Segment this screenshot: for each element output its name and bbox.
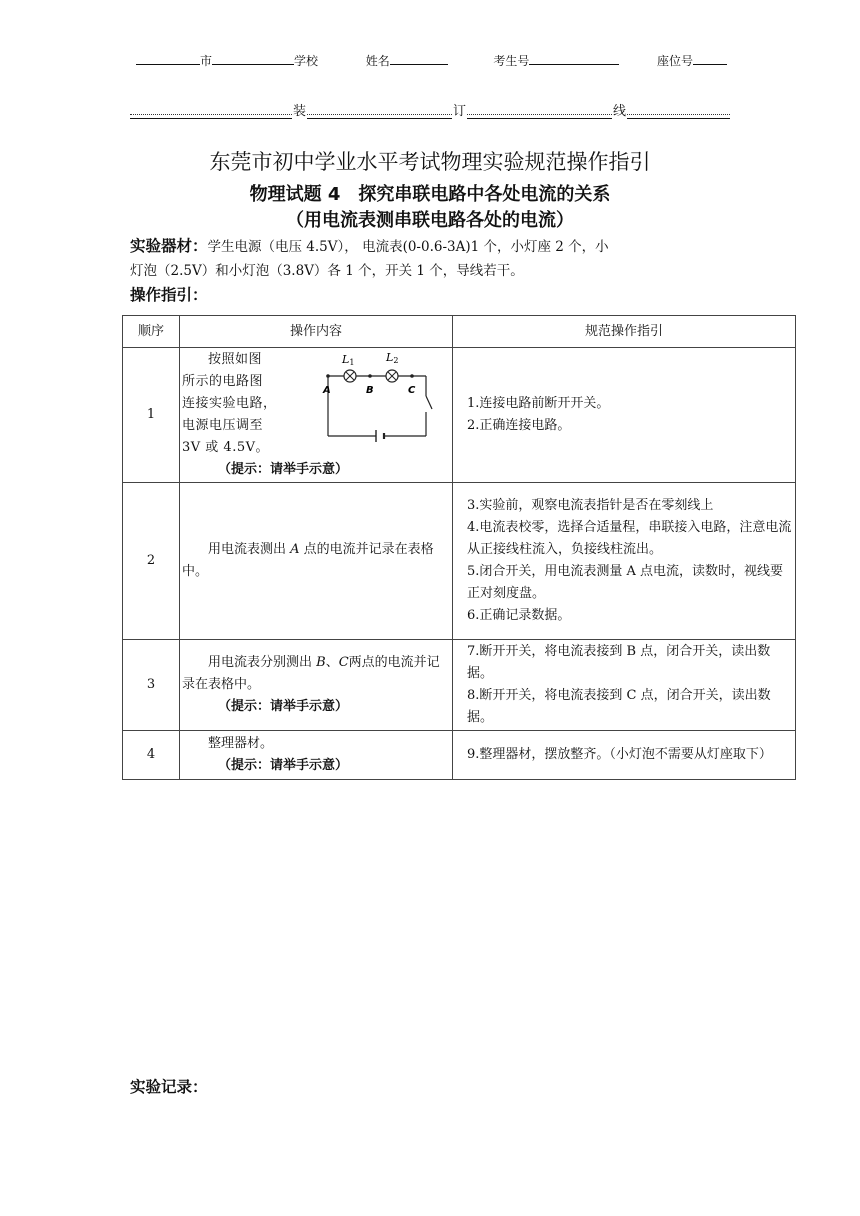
content-line: 3V 或 4.5V。: [182, 440, 269, 455]
row-content: [180, 640, 453, 731]
table-header-row: [123, 316, 796, 348]
name-blank[interactable]: [390, 52, 448, 65]
hint-text: （提示：请举手示意）: [218, 699, 349, 714]
seat-no-blank[interactable]: [693, 52, 727, 65]
row-content: [180, 731, 453, 780]
table-row: [123, 348, 796, 483]
city-label: 市: [200, 54, 213, 68]
table-row: [123, 483, 796, 640]
hint-text: （提示：请举手示意）: [218, 462, 349, 477]
school-label: 学校: [294, 54, 319, 68]
point-b-label: B: [366, 385, 374, 396]
content-text: 用电流表分别测出: [208, 655, 317, 670]
guide-step: 8.断开开关，将电流表接到 C 点，闭合开关，读出数据。: [467, 688, 771, 725]
content-line: 电源电压调至: [182, 418, 264, 433]
guide-step: 9.整理器材，摆放整齐。（小灯泡不需要从灯座取下）: [467, 747, 772, 762]
row-guide: [453, 483, 796, 640]
row-number: 4: [123, 731, 180, 780]
header-order: 顺序: [123, 316, 180, 348]
page-title: 东莞市初中学业水平考试物理实验规范操作指引: [209, 150, 651, 174]
content-line: 所示的电路图: [182, 374, 264, 389]
node-b: [368, 374, 372, 378]
switch-icon: [426, 396, 432, 409]
page-subtitle: 物理试题 4 探究串联电路中各处电流的关系: [249, 184, 611, 205]
name-label: 姓名: [365, 54, 390, 68]
lamp-2-label: L2: [386, 351, 399, 365]
table-row: [123, 640, 796, 731]
city-blank[interactable]: [136, 52, 200, 65]
equipment-paragraph: [130, 234, 740, 307]
guide-step: 1.连接电路前断开开关。: [467, 396, 610, 411]
guide-step: 6.正确记录数据。: [467, 608, 571, 623]
content-text: 用电流表测出: [208, 542, 291, 557]
content-line: 连接实验电路，: [182, 396, 277, 411]
content-point: C: [338, 655, 349, 670]
guide-step: 5.闭合开关，用电流表测量 A 点电流，读数时，视线要正对刻度盘。: [467, 564, 784, 601]
seat-no-label: 座位号: [657, 54, 694, 68]
table-row: [123, 731, 796, 780]
binding-char-3: 线: [612, 100, 627, 119]
record-label: 实验记录：: [130, 1078, 208, 1096]
lamp-1-label: L1: [342, 353, 355, 367]
point-c-label: C: [408, 385, 416, 396]
header-row: [136, 52, 727, 69]
content-text: 、: [325, 655, 339, 670]
row-number: 3: [123, 640, 180, 731]
row-content: [180, 348, 453, 483]
page-subtitle-paren: （用电流表测串联电路各处的电流）: [286, 210, 574, 231]
point-a-label: A: [323, 385, 331, 396]
equipment-line-2: 灯泡（2.5V）和小灯泡（3.8V）各 1 个，开关 1 个，导线若干。: [130, 263, 524, 279]
operation-table: [122, 315, 796, 780]
content-line: 按照如图: [208, 352, 263, 367]
binding-line: [130, 100, 730, 119]
binding-char-1: 装: [292, 100, 307, 119]
node-a: [326, 374, 330, 378]
content-point: A: [290, 542, 300, 557]
node-c: [410, 374, 414, 378]
guide-label: 操作指引：: [130, 286, 208, 304]
guide-step: 4.电流表校零，选择合适量程，串联接入电路，注意电流从正接线柱流入，负接线柱流出。: [467, 520, 792, 557]
row-number: 2: [123, 483, 180, 640]
circuit-diagram: [314, 350, 444, 446]
header-guide: 规范操作指引: [453, 316, 796, 348]
exam-no-label: 考生号: [493, 54, 530, 68]
row-guide: [453, 731, 796, 780]
exam-no-blank[interactable]: [529, 52, 619, 65]
content-text: 点的电流并记录在表格中。: [182, 542, 434, 579]
content-point: B: [316, 655, 326, 670]
row-content: [180, 483, 453, 640]
row-guide: [453, 640, 796, 731]
row-guide: [453, 348, 796, 483]
guide-step: 7.断开开关，将电流表接到 B 点，闭合开关，读出数据。: [467, 644, 771, 681]
guide-step: 2.正确连接电路。: [467, 418, 571, 433]
hint-text: （提示：请举手示意）: [218, 758, 349, 773]
equipment-label: 实验器材：: [130, 237, 208, 255]
school-blank[interactable]: [212, 52, 294, 65]
dotted-line: [130, 114, 730, 115]
binding-char-2: 订: [452, 100, 467, 119]
row-number: 1: [123, 348, 180, 483]
solid-line: [130, 118, 730, 119]
header-content: 操作内容: [180, 316, 453, 348]
guide-step: 3.实验前，观察电流表指针是否在零刻线上: [467, 498, 714, 513]
equipment-line-1: 学生电源（电压 4.5V）， 电流表(0-0.6-3A)1 个，小灯座 2 个，小: [207, 239, 609, 255]
content-text: 两点的电流并记录在表格中。: [182, 655, 440, 692]
content-text: 整理器材。: [208, 736, 274, 751]
